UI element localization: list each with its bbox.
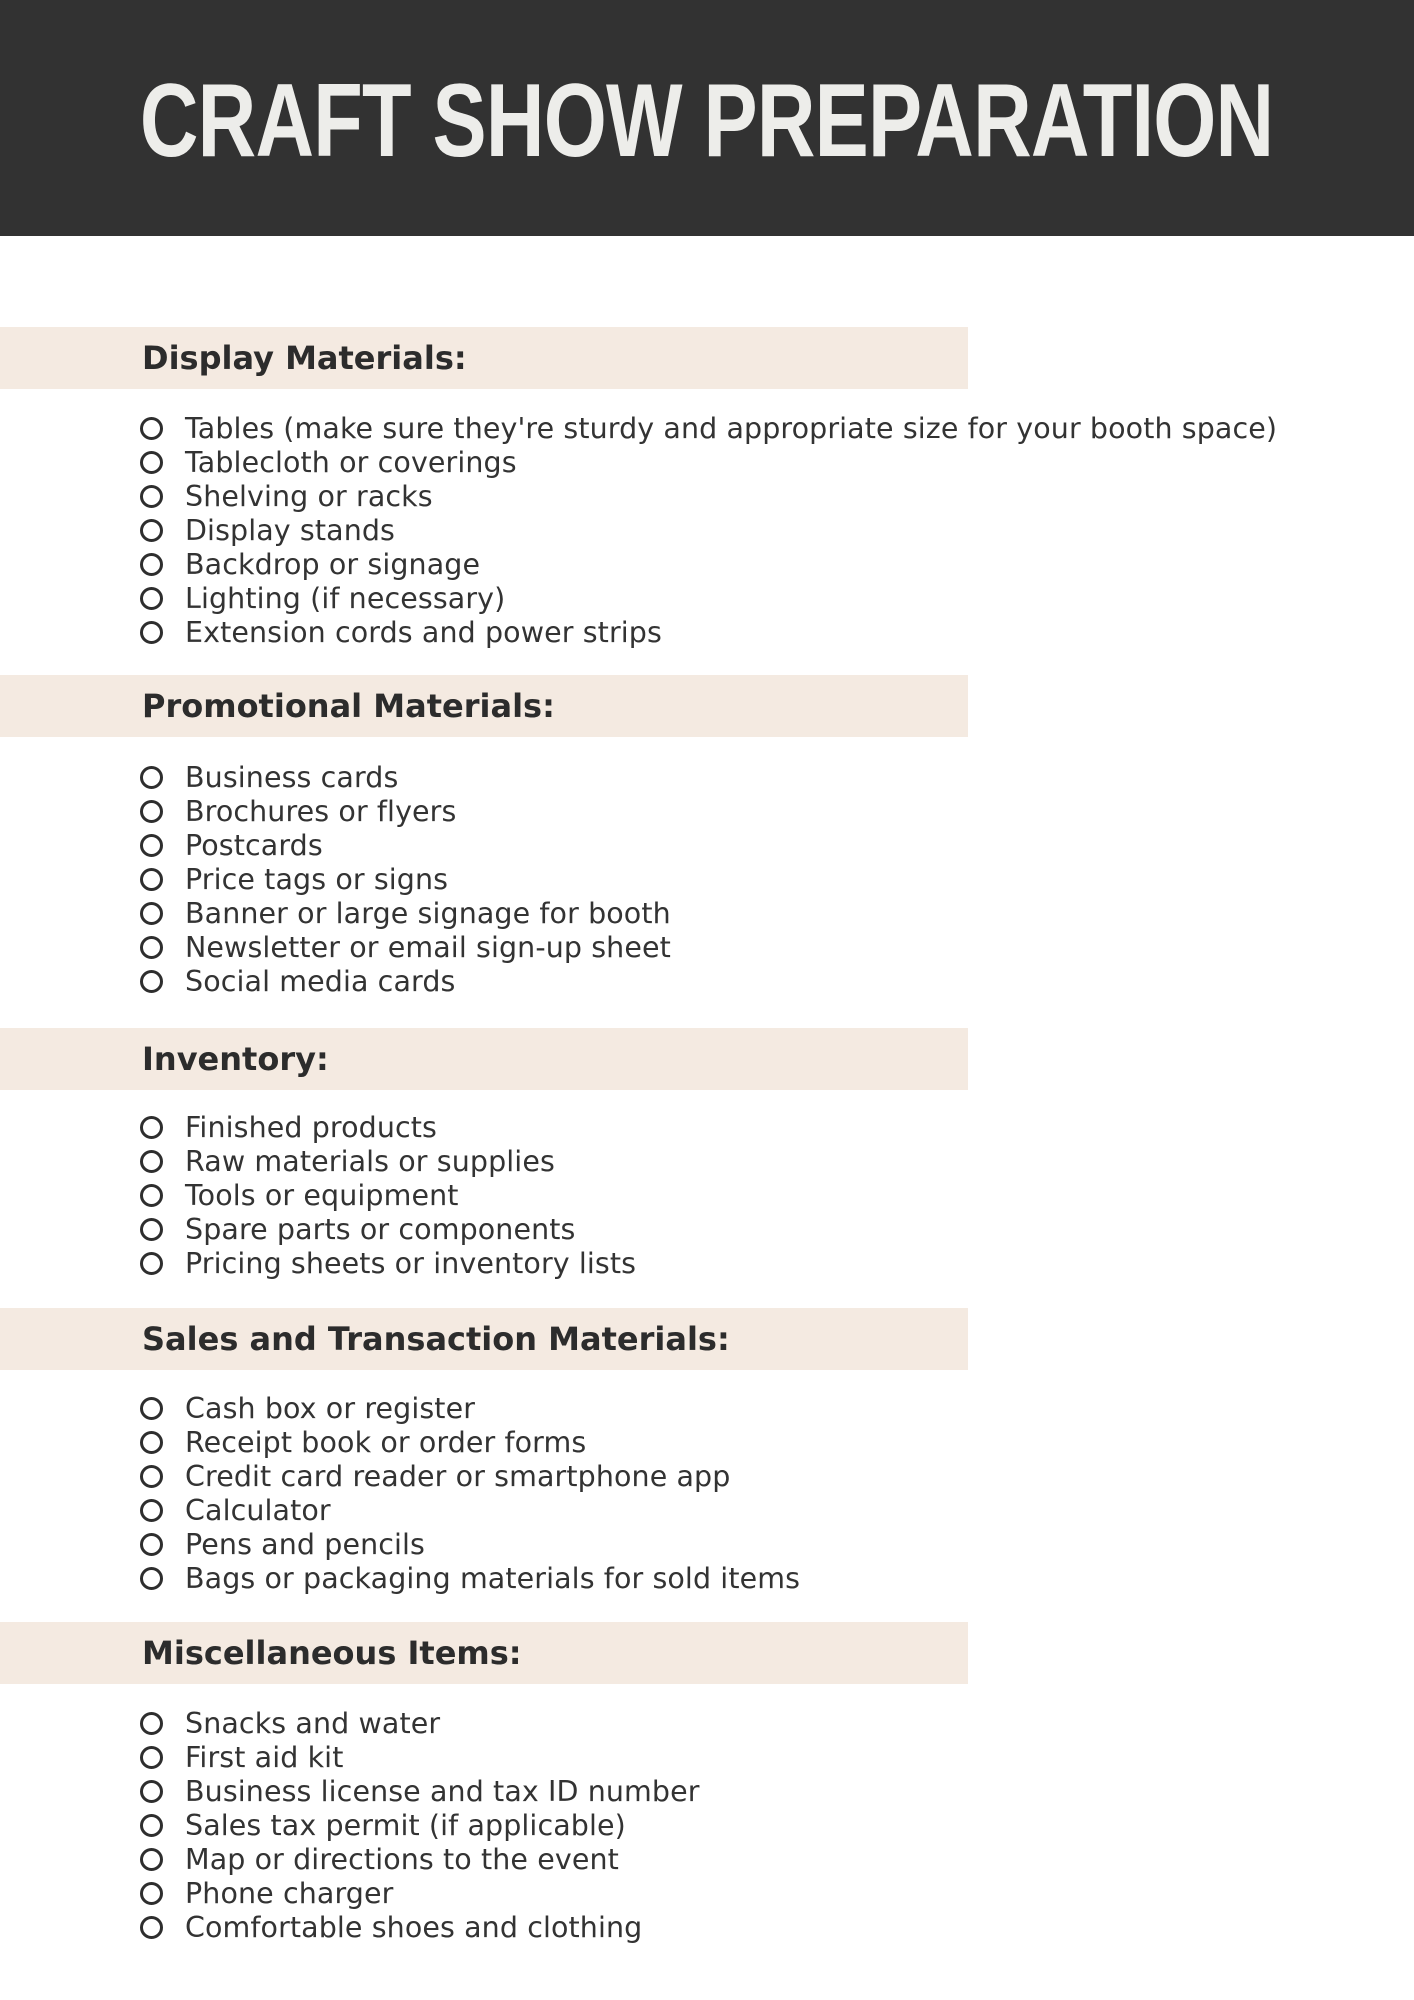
checklist-item: Banner or large signage for booth xyxy=(140,896,671,930)
checklist-item: Shelving or racks xyxy=(140,479,1277,513)
checklist-item: Comfortable shoes and clothing xyxy=(140,1910,700,1944)
checkbox-circle-icon[interactable] xyxy=(140,1780,163,1803)
checkbox-circle-icon[interactable] xyxy=(140,1184,163,1207)
checklist-item: Postcards xyxy=(140,828,671,862)
checkbox-circle-icon[interactable] xyxy=(140,621,163,644)
checkbox-circle-icon[interactable] xyxy=(140,1746,163,1769)
checkbox-circle-icon[interactable] xyxy=(140,1252,163,1275)
section-header-promotional-materials xyxy=(0,675,968,737)
checklist-item: Business cards xyxy=(140,760,671,794)
checklist-item: Finished products xyxy=(140,1110,636,1144)
checklist-item: Receipt book or order forms xyxy=(140,1425,800,1459)
section-title: Display Materials: xyxy=(142,339,467,377)
checklist-item: Sales tax permit (if applicable) xyxy=(140,1808,700,1842)
checkbox-circle-icon[interactable] xyxy=(140,1882,163,1905)
checklist-item: Credit card reader or smartphone app xyxy=(140,1459,800,1493)
checklist-item: Lighting (if necessary) xyxy=(140,581,1277,615)
checklist-item: Business license and tax ID number xyxy=(140,1774,700,1808)
checklist-item: Newsletter or email sign-up sheet xyxy=(140,930,671,964)
checklist-inventory xyxy=(140,1110,636,1280)
section-header-sales-transaction-materials xyxy=(0,1308,968,1370)
checkbox-circle-icon[interactable] xyxy=(140,485,163,508)
checkbox-circle-icon[interactable] xyxy=(140,936,163,959)
checklist-item: Phone charger xyxy=(140,1876,700,1910)
checkbox-circle-icon[interactable] xyxy=(140,451,163,474)
checkbox-circle-icon[interactable] xyxy=(140,800,163,823)
checkbox-circle-icon[interactable] xyxy=(140,1916,163,1939)
checkbox-circle-icon[interactable] xyxy=(140,1431,163,1454)
checklist-item: Calculator xyxy=(140,1493,800,1527)
checkbox-circle-icon[interactable] xyxy=(140,1848,163,1871)
checkbox-circle-icon[interactable] xyxy=(140,902,163,925)
checklist-promotional-materials xyxy=(140,760,671,998)
section-header-display-materials xyxy=(0,327,968,389)
checklist-item: Tablecloth or coverings xyxy=(140,445,1277,479)
checkbox-circle-icon[interactable] xyxy=(140,1533,163,1556)
checklist-item: Tables (make sure they're sturdy and appropriate size for your booth space) xyxy=(140,411,1277,445)
checkbox-circle-icon[interactable] xyxy=(140,417,163,440)
section-title: Miscellaneous Items: xyxy=(142,1634,522,1672)
checkbox-circle-icon[interactable] xyxy=(140,970,163,993)
section-title: Inventory: xyxy=(142,1040,329,1078)
checkbox-circle-icon[interactable] xyxy=(140,1567,163,1590)
section-header-miscellaneous-items xyxy=(0,1622,968,1684)
checklist-item: Bags or packaging materials for sold items xyxy=(140,1561,800,1595)
checklist-item: Cash box or register xyxy=(140,1391,800,1425)
checkbox-circle-icon[interactable] xyxy=(140,587,163,610)
checkbox-circle-icon[interactable] xyxy=(140,1397,163,1420)
section-title: Promotional Materials: xyxy=(142,687,555,725)
checklist-item: Extension cords and power strips xyxy=(140,615,1277,649)
checklist-item: Price tags or signs xyxy=(140,862,671,896)
checklist-miscellaneous-items xyxy=(140,1706,700,1944)
checkbox-circle-icon[interactable] xyxy=(140,1499,163,1522)
checkbox-circle-icon[interactable] xyxy=(140,1465,163,1488)
checklist-item: Social media cards xyxy=(140,964,671,998)
checkbox-circle-icon[interactable] xyxy=(140,553,163,576)
checkbox-circle-icon[interactable] xyxy=(140,868,163,891)
checklist-item: Pricing sheets or inventory lists xyxy=(140,1246,636,1280)
checkbox-circle-icon[interactable] xyxy=(140,519,163,542)
checkbox-circle-icon[interactable] xyxy=(140,1712,163,1735)
checklist-item: Backdrop or signage xyxy=(140,547,1277,581)
page-title: CRAFT SHOW PREPARATION xyxy=(140,62,1274,179)
checklist-item: Brochures or flyers xyxy=(140,794,671,828)
header-banner xyxy=(0,0,1414,236)
checklist-item: Spare parts or components xyxy=(140,1212,636,1246)
checkbox-circle-icon[interactable] xyxy=(140,1814,163,1837)
section-title: Sales and Transaction Materials: xyxy=(142,1320,730,1358)
checklist-item: Pens and pencils xyxy=(140,1527,800,1561)
checklist-item: Tools or equipment xyxy=(140,1178,636,1212)
checkbox-circle-icon[interactable] xyxy=(140,1116,163,1139)
checkbox-circle-icon[interactable] xyxy=(140,766,163,789)
checklist-display-materials xyxy=(140,411,1277,649)
checkbox-circle-icon[interactable] xyxy=(140,1218,163,1241)
checklist-item: Raw materials or supplies xyxy=(140,1144,636,1178)
checklist-item: Display stands xyxy=(140,513,1277,547)
checklist-item: Snacks and water xyxy=(140,1706,700,1740)
checklist-item: Map or directions to the event xyxy=(140,1842,700,1876)
section-header-inventory xyxy=(0,1028,968,1090)
checkbox-circle-icon[interactable] xyxy=(140,1150,163,1173)
checklist-item: First aid kit xyxy=(140,1740,700,1774)
checklist-sales-transaction-materials xyxy=(140,1391,800,1595)
checkbox-circle-icon[interactable] xyxy=(140,834,163,857)
